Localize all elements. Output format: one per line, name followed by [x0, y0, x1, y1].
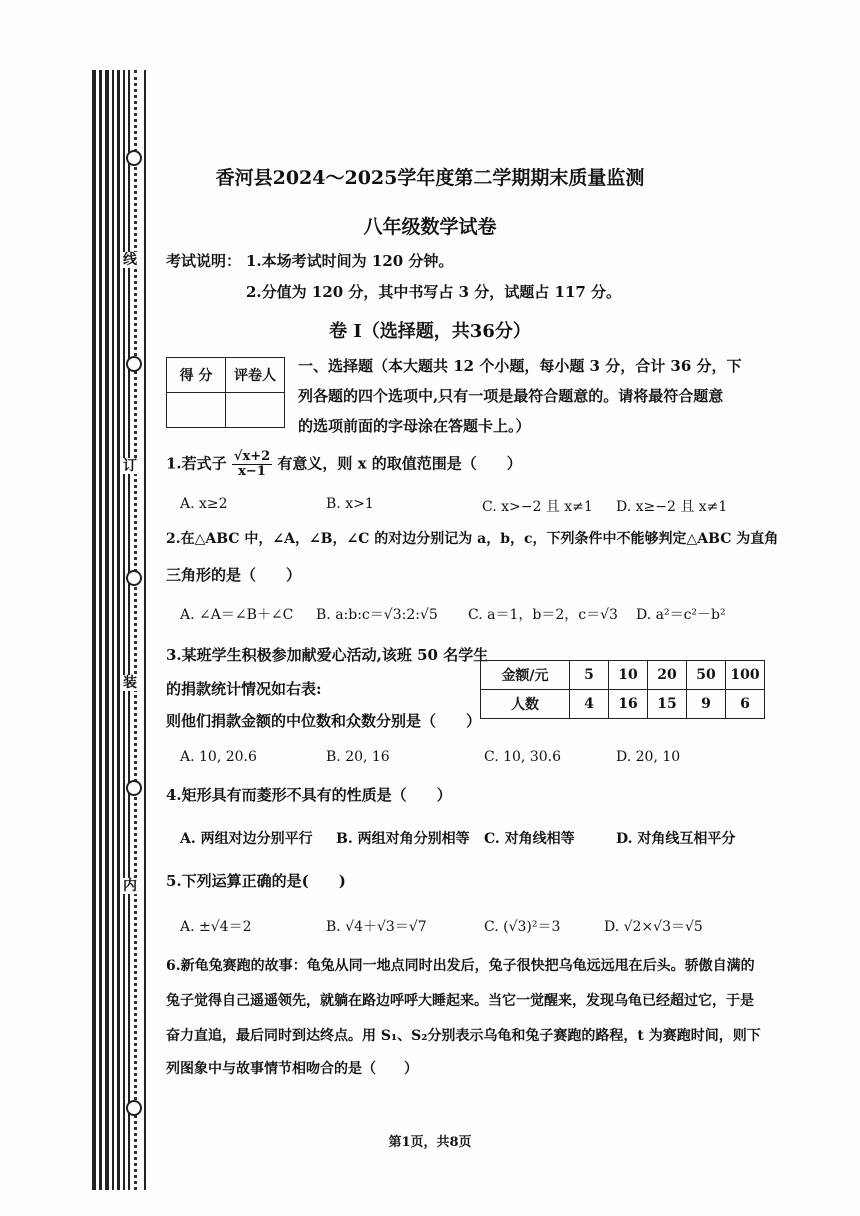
q1-option-b: B. x>1 [326, 496, 374, 512]
q1-option-d: D. x≥−2 且 x≠1 [616, 499, 728, 515]
table-cell: 16 [609, 690, 648, 719]
question-6-line2: 兔子觉得自己遥遥领先，就躺在路边呼呼大睡起来。当它一觉醒来，发现乌龟已经超过它，于是 [166, 993, 754, 1009]
q4-option-d: D. 对角线互相平分 [616, 831, 736, 847]
donation-count-row [481, 690, 765, 719]
binding-char-ding: 订 [123, 458, 137, 474]
table-cell: 100 [726, 661, 765, 690]
score-table [166, 357, 285, 428]
donation-amount-row [481, 661, 765, 690]
question-3-line2: 的捐款统计情况如右表: [166, 680, 322, 698]
donation-table [480, 660, 765, 719]
table-cell: 20 [648, 661, 687, 690]
question-1-prefix: 1.若式子 [166, 454, 227, 473]
q2-option-c: C. a＝1，b＝2，c＝√3 [468, 607, 618, 623]
table-cell: 人数 [481, 690, 570, 719]
exam-title: 香河县2024～2025学年度第二学期期末质量监测 [215, 167, 645, 189]
question-6-line3: 奋力直追，最后同时到达终点。用 S₁、S₂分别表示乌龟和兔子赛跑的路程，t 为赛跑时间，则下 [166, 1028, 761, 1044]
instructions-line2: 2.分值为 120 分，其中书写占 3 分，试题占 117 分。 [246, 283, 622, 301]
table-cell: 50 [687, 661, 726, 690]
q5-option-c: C. (√3)²＝3 [484, 919, 561, 935]
question-2-line2: 三角形的是（ ） [166, 566, 302, 584]
question-3-line3: 则他们捐款金额的中位数和众数分别是（ ） [166, 712, 482, 730]
section-desc-2: 列各题的四个选项中,只有一项是最符合题意的。请将最符合题意 [298, 387, 724, 405]
table-cell: 4 [570, 690, 609, 719]
q4-option-c: C. 对角线相等 [484, 831, 575, 847]
q4-option-a: A. 两组对边分别平行 [180, 831, 313, 847]
q2-option-a: A. ∠A＝∠B＋∠C [180, 607, 294, 623]
question-6-line4: 列图象中与故事情节相吻合的是（ ） [166, 1061, 418, 1077]
table-cell: 15 [648, 690, 687, 719]
q3-option-c: C. 10, 30.6 [484, 749, 561, 765]
question-6-line1: 6.新龟兔赛跑的故事：龟兔从同一地点同时出发后，兔子很快把乌龟远远甩在后头。骄傲自满的 [166, 958, 755, 974]
question-1-fraction [232, 450, 272, 479]
q2-option-d: D. a²＝c²－b² [636, 607, 726, 623]
section-desc-3: 的选项前面的字母涂在答题卡上。） [298, 417, 531, 435]
binding-char-nei: 内 [123, 878, 137, 894]
q3-option-d: D. 20, 10 [616, 749, 681, 765]
q1-option-a: A. x≥2 [180, 496, 228, 512]
binding-circle [126, 780, 142, 796]
binding-circle [126, 1100, 142, 1116]
binding-char-xian: 线 [123, 252, 137, 268]
grader-cell[interactable] [226, 393, 285, 428]
q4-option-b: B. 两组对角分别相等 [336, 831, 470, 847]
instructions-line1: 1.本场考试时间为 120 分钟。 [246, 252, 454, 270]
section-title: 卷 Ⅰ（选择题，共36分） [329, 321, 531, 342]
grader-header: 评卷人 [226, 358, 285, 393]
question-1-denominator: x−1 [238, 464, 266, 479]
question-5: 5.下列运算正确的是( ) [166, 872, 346, 890]
score-cell[interactable] [167, 393, 226, 428]
section-desc-1: 一、选择题（本大题共 12 个小题，每小题 3 分，合计 36 分，下 [298, 357, 742, 375]
question-1-suffix: 有意义，则 x 的取值范围是（ ） [277, 454, 522, 473]
table-cell: 9 [687, 690, 726, 719]
exam-subtitle: 八年级数学试卷 [363, 216, 497, 238]
table-cell: 5 [570, 661, 609, 690]
q3-option-b: B. 20, 16 [326, 749, 390, 765]
q5-option-b: B. √4＋√3＝√7 [326, 919, 427, 935]
question-3-line1: 3.某班学生积极参加献爱心活动,该班 50 名学生 [166, 646, 489, 664]
question-1 [166, 450, 522, 479]
binding-char-zhuang: 装 [123, 675, 137, 691]
instructions-label: 考试说明： [166, 252, 242, 270]
q5-option-d: D. √2×√3＝√5 [604, 919, 703, 935]
table-cell: 6 [726, 690, 765, 719]
q1-option-c: C. x>−2 且 x≠1 [482, 499, 593, 515]
q2-option-b: B. a:b:c＝√3:2:√5 [316, 607, 438, 623]
q5-option-a: A. ±√4＝2 [180, 919, 252, 935]
table-cell: 10 [609, 661, 648, 690]
binding-circle [126, 356, 142, 372]
page-number: 第1页，共8页 [388, 1135, 472, 1150]
q3-option-a: A. 10, 20.6 [180, 749, 257, 765]
question-1-numerator: √x+2 [233, 449, 271, 464]
question-4: 4.矩形具有而菱形不具有的性质是（ ） [166, 786, 452, 804]
score-header: 得 分 [167, 358, 226, 393]
table-cell: 金额/元 [481, 661, 570, 690]
question-2-line1: 2.在△ABC 中，∠A，∠B，∠C 的对边分别记为 a，b，c，下列条件中不能够判定△ABC 为直角 [166, 531, 779, 547]
binding-circle [126, 570, 142, 586]
